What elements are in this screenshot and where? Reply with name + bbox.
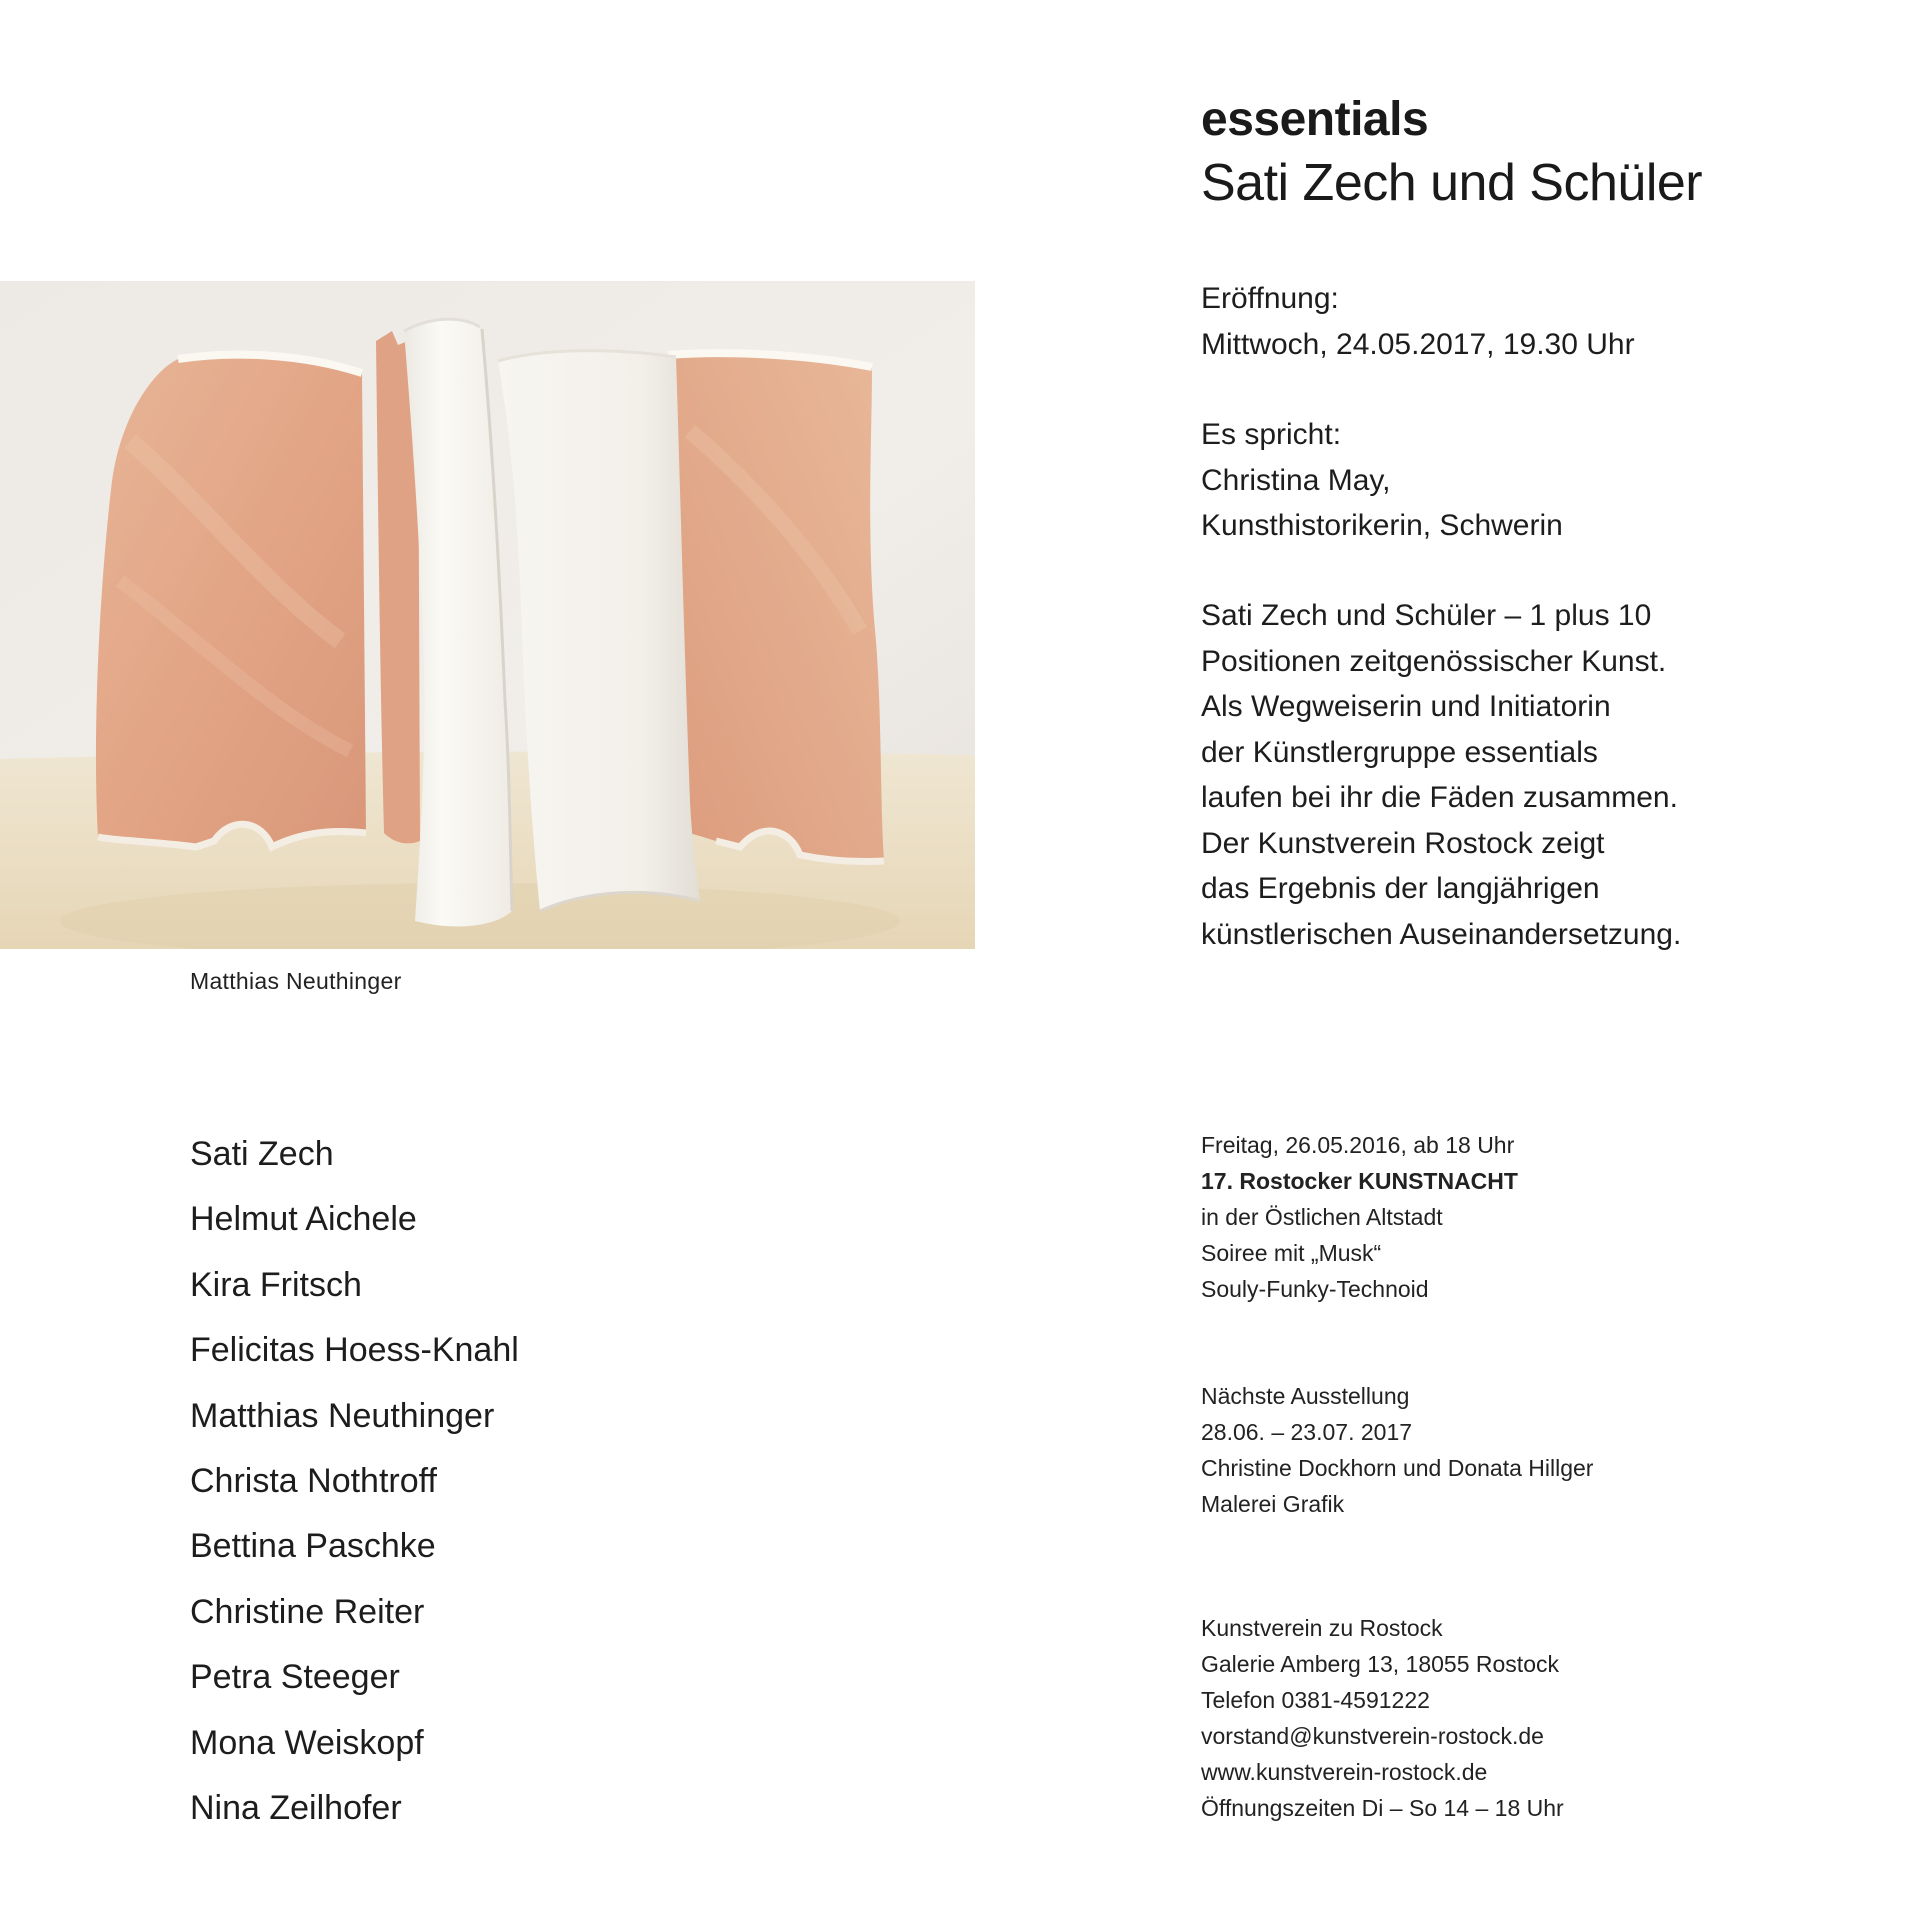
- contact-block: [1201, 1610, 1564, 1826]
- right-terracotta-panel: [668, 353, 884, 863]
- contact-address: Galerie Amberg 13, 18055 Rostock: [1201, 1651, 1559, 1677]
- description-line: Sati Zech und Schüler – 1 plus 10: [1201, 599, 1652, 632]
- kunstnacht-soiree: Soiree mit „Musk“: [1201, 1240, 1382, 1266]
- artist-name: Nina Zeilhofer: [190, 1788, 402, 1827]
- description-line: künstlerischen Auseinandersetzung.: [1201, 917, 1682, 951]
- description-line: Der Kunstverein Rostock zeigt: [1201, 826, 1605, 860]
- speaker-role: Kunsthistorikerin, Schwerin: [1201, 509, 1563, 542]
- sculpture-image: [0, 281, 975, 949]
- speaker-block: [1201, 412, 1563, 549]
- speaker-name: Christina May,: [1201, 463, 1391, 497]
- photo-caption: Matthias Neuthinger: [190, 968, 402, 994]
- opening-block: [1201, 276, 1635, 367]
- description-line: das Ergebnis der langjährigen: [1201, 872, 1600, 905]
- exhibition-subtitle: Sati Zech und Schüler: [1201, 154, 1703, 212]
- artist-name: Christa Nothtroff: [190, 1461, 437, 1500]
- artist-name: Petra Steeger: [190, 1658, 400, 1697]
- left-terracotta-panel: [96, 355, 366, 847]
- kunstnacht-place: in der Östlichen Altstadt: [1201, 1204, 1443, 1230]
- kunstnacht-genre: Souly-Funky-Technoid: [1201, 1276, 1429, 1302]
- kunstnacht-event: 17. Rostocker KUNSTNACHT: [1201, 1168, 1518, 1194]
- contact-org: Kunstverein zu Rostock: [1201, 1615, 1443, 1641]
- next-exhibition-heading: Nächste Ausstellung: [1201, 1383, 1410, 1409]
- exhibition-title: essentials: [1201, 93, 1429, 146]
- contact-website: www.kunstverein-rostock.de: [1201, 1759, 1488, 1785]
- opening-datetime: Mittwoch, 24.05.2017, 19.30 Uhr: [1201, 327, 1635, 361]
- artist-name: Kira Fritsch: [190, 1265, 362, 1304]
- artist-name: Mona Weiskopf: [190, 1723, 424, 1762]
- description-line: Positionen zeitgenössischer Kunst.: [1201, 644, 1667, 678]
- contact-email: vorstand@kunstverein-rostock.de: [1201, 1723, 1544, 1749]
- kunstnacht-block: [1201, 1127, 1518, 1307]
- description-line: Als Wegweiserin und Initiatorin: [1201, 690, 1611, 723]
- next-exhibition-dates: 28.06. – 23.07. 2017: [1201, 1419, 1413, 1445]
- artist-name: Felicitas Hoess-Knahl: [190, 1331, 519, 1370]
- description-line: der Künstlergruppe essentials: [1201, 735, 1598, 769]
- opening-label: Eröffnung:: [1201, 282, 1339, 315]
- artwork-photo: [0, 281, 975, 949]
- contact-hours: Öffnungszeiten Di – So 14 – 18 Uhr: [1201, 1795, 1564, 1821]
- next-exhibition-artists: Christine Dockhorn und Donata Hillger: [1201, 1455, 1594, 1481]
- next-exhibition-media: Malerei Grafik: [1201, 1491, 1345, 1517]
- artist-list: [190, 1122, 519, 1841]
- speaker-label: Es spricht:: [1201, 418, 1342, 451]
- artist-name: Helmut Aichele: [190, 1200, 417, 1239]
- next-exhibition-block: [1201, 1378, 1593, 1522]
- description-line: laufen bei ihr die Fäden zusammen.: [1201, 781, 1678, 814]
- description-block: [1201, 593, 1681, 957]
- artist-name: Bettina Paschke: [190, 1527, 436, 1566]
- contact-phone: Telefon 0381-4591222: [1201, 1687, 1430, 1713]
- kunstnacht-date: Freitag, 26.05.2016, ab 18 Uhr: [1201, 1132, 1515, 1158]
- artist-name: Matthias Neuthinger: [190, 1396, 495, 1435]
- artist-name: Sati Zech: [190, 1135, 334, 1173]
- artist-name: Christine Reiter: [190, 1592, 425, 1631]
